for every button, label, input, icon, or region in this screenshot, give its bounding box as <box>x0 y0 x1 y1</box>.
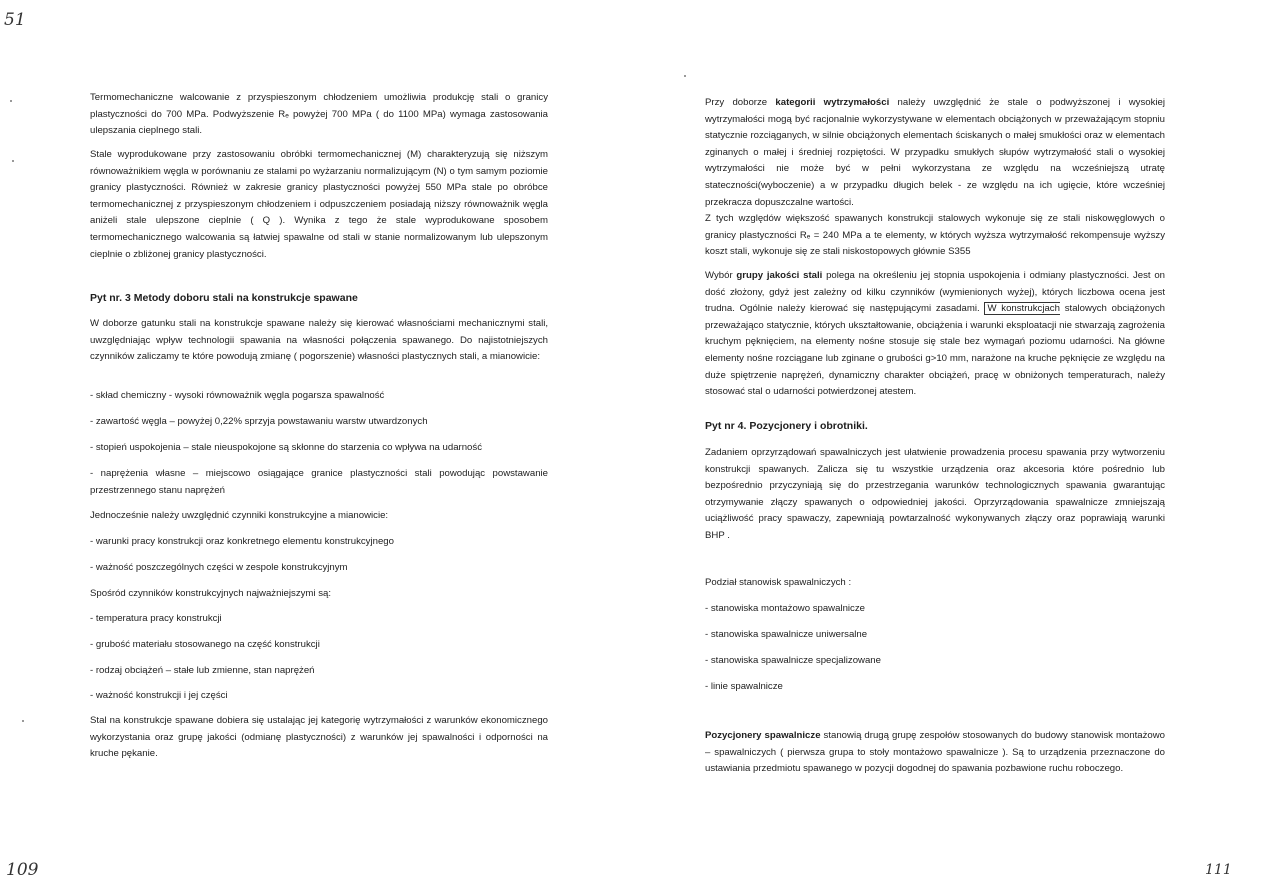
list-item: - stanowiska montażowo spawalnicze <box>705 603 865 614</box>
list-title: Podział stanowisk spawalniczych : <box>705 577 852 588</box>
handwritten-page-number-bottom-left: 109 <box>6 860 39 880</box>
text: stalowych obciążonych przeważająco statycznie, których ukształtowanie, obciążenia i warunki eksploatacji nie stwarzają zagrożenia kruchym pęknięciem, na elementy nośne stosuje się stale bez wymagań poziomu udarności. Na główne elementy nośne rozciągane lub zginane o grubości g>10 mm, narażone na kruche pęknięcie ze względu na duże spiętrzenie naprężeń, dynamiczny charakter obciążeń, pracę w obniżonych temperaturach, należy stosować stal o udarności potwierdzonej atestem. <box>705 303 1166 398</box>
list-item: Jednocześnie należy uwzględnić czynniki konstrukcyjne a mianowicie: <box>90 510 389 521</box>
list-item: - stanowiska spawalnicze specjalizowane <box>705 655 881 666</box>
list-item: Spośród czynników konstrukcyjnych najważniejszymi są: <box>90 588 332 599</box>
left-paragraph-3: W doborze gatunku stali na konstrukcje spawane należy się kierować własnościami mechanicznymi stali, uwzględniając wpływ technologii spawania na własności połączenia spawanego. Do najistotniejszych czynników zaliczamy te które powodują zmianę ( pogorszenie) własności plastycznych stali, a mianowicie: <box>90 318 548 363</box>
text: stanowią drugą grupę zespołów stosowanych do budowy stanowisk montażowo – spawalniczych ( pierwsza grupa to stoły montażowo spawalnicze ). Są to urządzenia przeznaczone do ustawiania przedmiotu spawanego w pozycji dogodnej do spawania pozbawione ruchu roboczego. <box>705 730 1165 775</box>
text: Wybór <box>705 270 737 281</box>
list-item: - grubość materiału stosowanego na część konstrukcji <box>90 639 320 650</box>
section-heading-pyt-3: Pyt nr. 3 Metody doboru stali na konstrukcje spawane <box>90 292 358 304</box>
right-paragraph-4: Zadaniem oprzyrządowań spawalniczych jest ułatwienie prowadzenia procesu spawania przy wytworzeniu konstrukcji spawanych. Zalicza się tu wszystkie urządzenia oraz akcesoria które pośrednio lub bezpośrednio przyczyniają się do przestrzegania warunków technologicznych spawania gwarantując otrzymywanie złączy spawanych o odpowiedniej jakości. Oprzyrządowania spawalnicze zmniejszają uciążliwość pracy spawaczy, zapewniają powtarzalność wykonywanych złączy oraz poprawiają warunki BHP . <box>705 447 1165 541</box>
left-paragraph-4: Stal na konstrukcje spawane dobiera się ustalając jej kategorię wytrzymałości z warunków ekonomicznego wykorzystania oraz grupę jakości (odmianę plastyczności) z warunków jej spawalności i odporności na kruche pękanie. <box>90 715 548 760</box>
handwritten-page-number-top-left: 51 <box>4 10 26 30</box>
section-heading-pyt-4: Pyt nr 4. Pozycjonery i obrotniki. <box>705 420 868 432</box>
text: polega na określeniu jej stopnia uspokojenia i odmiany plastyczności. Jest on dość złożony, gdyż jest zależny od kilku czynników (wymienionych wyżej), których liczbowa ocena jest trudna. Ogólnie należy kierować się następującymi zasadami. <box>705 270 1165 315</box>
list-item: - stanowiska spawalnicze uniwersalne <box>705 629 868 640</box>
scan-speck <box>684 75 686 77</box>
handwritten-page-number-bottom-right: 111 <box>1205 862 1232 878</box>
bold-term: kategorii wytrzymałości <box>775 97 890 108</box>
text: Przy doborze <box>705 97 776 108</box>
list-item: - skład chemiczny - wysoki równoważnik węgla pogarsza spawalność <box>90 390 385 401</box>
list-item: - zawartość węgla – powyżej 0,22% sprzyja powstawaniu warstw utwardzonych <box>90 416 428 427</box>
left-paragraph-2: Stale wyprodukowane przy zastosowaniu obróbki termomechanicznej (M) charakteryzują się niższym równoważnikiem węgla w porównaniu ze stalami po wyżarzaniu normalizującym (N) o tym samym poziomie granicy plastyczności. Również w zakresie granicy plastyczności powyżej 550 MPa stale po obróbce termomechanicznej z przyspieszonym chłodzeniem i odpuszczeniem posiadają niższy równoważnik węgla aniżeli stale ulepszone cieplnie ( Q ). Wynika z tego że stale wyprodukowane sposobem termomechanicznego walcowania są łatwiej spawalne od stali w stanie normalizowanym lub ulepszonym cieplnie o zbliżonej granicy plastyczności. <box>90 149 548 260</box>
text: należy uwzględnić że stale o podwyższonej i wysokiej wytrzymałości mogą być racjonalnie wykorzystywane w elementach obciążonych w przeważającym stopniu statycznie rozciąganych, w silnie obciążonych elementach ściskanych o małej smukłości oraz w elementach zginanych o małej i średniej rozpiętości. W przypadku smukłych słupów wytrzymałość stali o wysokiej wytrzymałości nie może być w pełni wykorzystana ze względu na wcześniejszą utratę stateczności(wyboczenie) a w przypadku długich belek - ze względu na ich ugięcie, które wcześniej przekracza dopuszczalne wartości. <box>705 97 1165 208</box>
list-item: - ważność poszczególnych części w zespole konstrukcyjnym <box>90 562 348 573</box>
left-paragraph-1: Termomechaniczne walcowanie z przyspieszonym chłodzeniem umożliwia produkcję stali o granicy plastyczności do 700 MPa. Podwyższenie Rₑ powyżej 700 MPa ( do 1100 MPa) wymaga zastosowania ulepszania cieplnego stali. <box>90 92 548 137</box>
right-paragraph-1 <box>705 95 1165 211</box>
scan-speck <box>12 160 14 162</box>
right-paragraph-3 <box>705 268 1165 401</box>
list-item: - linie spawalnicze <box>705 681 783 692</box>
bold-term: grupy jakości stali <box>736 270 823 281</box>
list-item: - warunki pracy konstrukcji oraz konkretnego elementu konstrukcyjnego <box>90 536 394 547</box>
scan-speck <box>10 100 12 102</box>
handwritten-box-mark: W konstrukcjach <box>984 302 1060 315</box>
right-paragraph-2: Z tych względów większość spawanych konstrukcji stalowych wykonuje się ze stali niskowęglowych o granicy plastyczności Rₑ = 240 MPa a te elementy, w których wyższa wytrzymałość rekompensuje wyższy koszt stali, wykonuje się ze stali niskostopowych głównie S355 <box>705 213 1165 258</box>
bold-term: Pozycjonery spawalnicze <box>705 730 821 741</box>
list-item: - naprężenia własne – miejscowo osiągające granice plastyczności stali powodując powstawanie przestrzennego stanu naprężeń <box>90 468 548 496</box>
scan-speck <box>22 720 24 722</box>
list-item: - temperatura pracy konstrukcji <box>90 613 222 624</box>
list-item: - rodzaj obciążeń – stałe lub zmienne, stan naprężeń <box>90 665 315 676</box>
list-item: - ważność konstrukcji i jej części <box>90 690 228 701</box>
right-paragraph-5 <box>705 728 1165 778</box>
list-item: - stopień uspokojenia – stale nieuspokojone są skłonne do starzenia co wpływa na udarność <box>90 442 482 453</box>
